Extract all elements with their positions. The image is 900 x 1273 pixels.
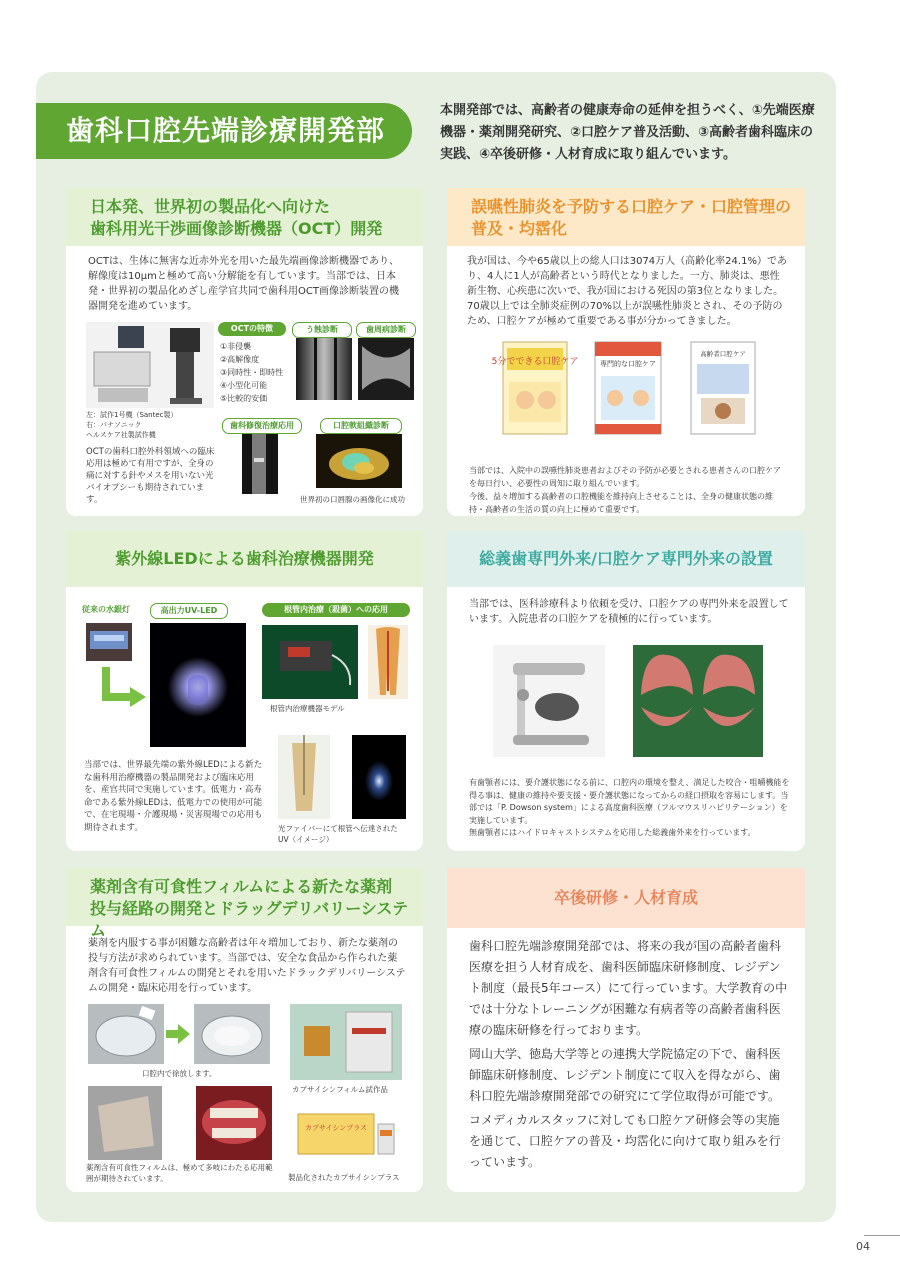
page-number: 04 (856, 1240, 870, 1253)
pill-restoration: 歯科修復治療応用 (222, 418, 302, 434)
training-paragraph-2: 岡山大学、徳島大学等との連携大学院協定の下で、歯科医師臨床研修制度、レジデント制度にて収入を得ながら、歯科口腔先端診療開発部での研究にて学位取得が可能です。 (469, 1047, 781, 1103)
training-paragraph-1: 歯科口腔先端診療開発部では、将来の我が国の高齢者歯科医療を担う人材育成を、歯科医師臨床研修制度、レジデント制度（最長5年コース）にて行っています。大学教育の中では十分なトレーニングが困難な有病者等の高齢者歯科医療の臨床研修を行っております。 (469, 939, 788, 1037)
oct-title-line1: 日本発、世界初の製品化へ向けた (90, 197, 331, 216)
pneumonia-card-header (447, 188, 805, 246)
root-canal-model-caption: 根管内治療機器モデル (270, 704, 345, 713)
capsaicin-film-caption: カプサイシンフィルム試作品 (292, 1085, 388, 1094)
oct-card (66, 188, 423, 516)
page-title: 歯科口腔先端診療開発部 (36, 103, 412, 159)
uvled-body: 当部では、世界最先端の紫外線LEDによる新たな歯科用治療機器の製品開発および臨床応用を、産官共同で実施しています。低電力・高寿命である紫外線LEDは、低電力での使用が可能で、在宅現場・介護現場・災害現場での応用も期待されます。 (84, 760, 263, 833)
mercury-lamp-label: 従来の水銀灯 (82, 605, 130, 614)
feature-item: ①非侵襲 (220, 342, 252, 351)
caries-oct-image (296, 338, 352, 400)
uvled-title: 紫外線LEDによる歯科治療機器開発 (115, 549, 374, 568)
uv-glow-photo (352, 735, 406, 819)
mercury-lamp-photo (86, 623, 132, 661)
restoration-oct-image (242, 434, 278, 494)
film-in-mouth-photo-1 (88, 1086, 162, 1160)
film-applications-caption: 薬剤含有可食性フィルムは、極めて多岐にわたる応用範囲が期待されています。 (86, 1163, 273, 1183)
training-paragraph-3: コメディカルスタッフに対しても口腔ケア研修会等の実施を通じて、口腔ケアの普及・均霑化に向けて取り組みを行っています。 (469, 1113, 781, 1169)
oct-world-first-caption: 世界初の口唇腺の画像化に成功 (300, 495, 405, 504)
book-cover-2 (595, 342, 661, 434)
pill-uv-led: 高出力UV-LED (150, 603, 228, 619)
book-cover-3 (691, 342, 755, 434)
fiber-caption: 光ファイバーにて根管へ伝達された UV（イメージ） (278, 824, 398, 844)
training-title: 卒後研修・人材育成 (553, 888, 698, 907)
feature-item: ④小型化可能 (220, 381, 268, 390)
pneumonia-card (447, 188, 805, 516)
film-title-line2: 投与経路の開発とドラッグデリバリーシステム (90, 899, 409, 940)
clinic-card-header (447, 531, 805, 587)
arrow-icon (102, 667, 148, 707)
root-canal-device-photo (262, 625, 358, 699)
feature-item: ③同時性・即時性 (220, 368, 284, 377)
feature-item: ⑤比較的安価 (220, 394, 268, 403)
capsaicin-product-photo (290, 1100, 402, 1168)
pneumonia-title-line1: 誤嚥性肺炎を予防する口腔ケア・口腔管理の (471, 197, 792, 216)
film-in-mouth-photo-2 (196, 1086, 272, 1160)
training-card-header (447, 868, 805, 928)
uvled-card-header (66, 531, 423, 587)
pill-soft-tissue: 口腔軟組織診断 (320, 418, 402, 434)
oct-card-header (66, 188, 423, 246)
intro-text: 本開発部では、高齢者の健康寿命の延伸を担うべく、①先端医療機器・薬剤開発研究、②口腔ケア普及活動、③高齢者歯科臨床の実践、④卒後研修・人材育成に取り組んでいます。 (440, 103, 815, 162)
book3-title: 高齢者口腔ケア (700, 350, 746, 358)
pill-root-canal: 根管内治療（殺菌）への応用 (262, 603, 410, 617)
book-cover-1 (491, 342, 579, 434)
clinic-card (447, 531, 805, 851)
petri-dish-photo-2 (194, 1004, 270, 1064)
clinic-body2: 有歯顎者には、要介護状態になる前に、口腔内の環境を整え、満足した咬合・咀嚼機能を得る事は、健康の維持や要支援・要介護状態になってからの経口摂取を容易にします。当部では「P. Dowson system」による高度歯科医療（フルマウスリハビリテーション）を実施しています。 無歯顎者にはハイドロキャストシステムを応用した総義歯外来を行っています。 (469, 778, 790, 837)
pill-oct-features: OCTの特徴 (218, 322, 286, 336)
uv-led-photo (150, 623, 246, 747)
film-card-header (66, 868, 423, 940)
pneumonia-title-line2: 普及・均霑化 (471, 219, 568, 238)
film-title-line1: 薬剤含有可食性フィルムによる新たな薬剤 (90, 877, 393, 896)
film-card (66, 868, 423, 1192)
articulator-photo (493, 645, 605, 757)
perio-oct-image (358, 338, 414, 400)
page-number-rule (864, 1235, 900, 1236)
pill-perio: 歯周病診断 (356, 322, 416, 338)
pneumonia-body: 我が国は、今や65歳以上の総人口は3074万人（高齢化率24.1%）であり、4人に1人が高齢者という時代となりました。一方、肺炎は、悪性新生物、心疾患に次いで、我が国における死因の第3位となりました。70歳以上では全肺炎症例の70%以上が誤嚥性肺炎とされ、その予防のため、口腔ケアが極めて重要である事が分かってきました。 (467, 256, 787, 327)
root-canal-tooth-diagram (368, 625, 408, 699)
pill-caries: う蝕診断 (292, 322, 352, 338)
oct-title-line2: 歯科用光干渉画像診断機器（OCT）開発 (90, 219, 383, 238)
oct-devices-photo (86, 322, 214, 408)
film-body: 薬剤を内服する事が困難な高齢者は年々増加しており、新たな薬剤の投与方法が求められています。当部では、安全な食品から作られた薬剤含有可食性フィルムの開発とそれを用いたドラックデリバリーシステムの開発・臨床応用を行っています。 (88, 938, 406, 994)
book1-title: 5分でできる口腔ケア (491, 357, 579, 367)
soft-tissue-3d-image (316, 434, 402, 488)
clinic-body: 当部では、医科診療科より依頼を受け、口腔ケアの専門外来を設置しています。入院患者の口腔ケアを積極的に行っています。 (469, 599, 789, 625)
capsaicin-product-caption: 製品化されたカプサイシンプラス (288, 1173, 400, 1182)
product-box-label: カプサイシンプラス (304, 1124, 368, 1132)
dentures-photo (633, 645, 763, 757)
oct-devices-caption: 左：試作1号機（Santec製） 右：パナソニック ヘルスケア社製試作機 (86, 411, 178, 439)
fiber-tooth-photo (278, 735, 330, 819)
book2-title: 専門的な口腔ケア (600, 360, 656, 368)
training-card (447, 868, 805, 1192)
feature-item: ②高解像度 (220, 355, 260, 364)
oct-body2: OCTの歯科口腔外科領域への臨床応用は極めて有用ですが、全身の痛に対する針やメスを用いない光バイオプシーも期待されています。 (86, 447, 215, 505)
arrow-icon (166, 1024, 190, 1044)
capsaicin-film-photo (290, 1004, 402, 1080)
petri-dish-photo-1 (88, 1004, 164, 1064)
film-dissolve-caption: 口腔内で徐放します。 (142, 1069, 217, 1078)
uvled-card (66, 531, 423, 851)
oct-features-list (220, 340, 290, 405)
clinic-title: 総義歯専門外来/口腔ケア専門外来の設置 (479, 549, 773, 568)
oct-body: OCTは、生体に無害な近赤外光を用いた最先端画像診断機器であり、解像度は10μmと極めて高い分解能を有しています。当部では、日本発・世界初の製品化めざし産学官共同で歯科用OCT画像診断装置の機器開発を進めています。 (88, 256, 399, 312)
pneumonia-body2: 当部では、入院中の誤嚥性肺炎患者およびその予防が必要とされる患者さんの口腔ケアを毎日行い、必要性の周知に取り組んでいます。 今後、益々増加する高齢者の口腔機能を維持向上させることは、全身の健康状態の維持・高齢者の生活の質の向上に極めて重要です。 (469, 466, 781, 514)
